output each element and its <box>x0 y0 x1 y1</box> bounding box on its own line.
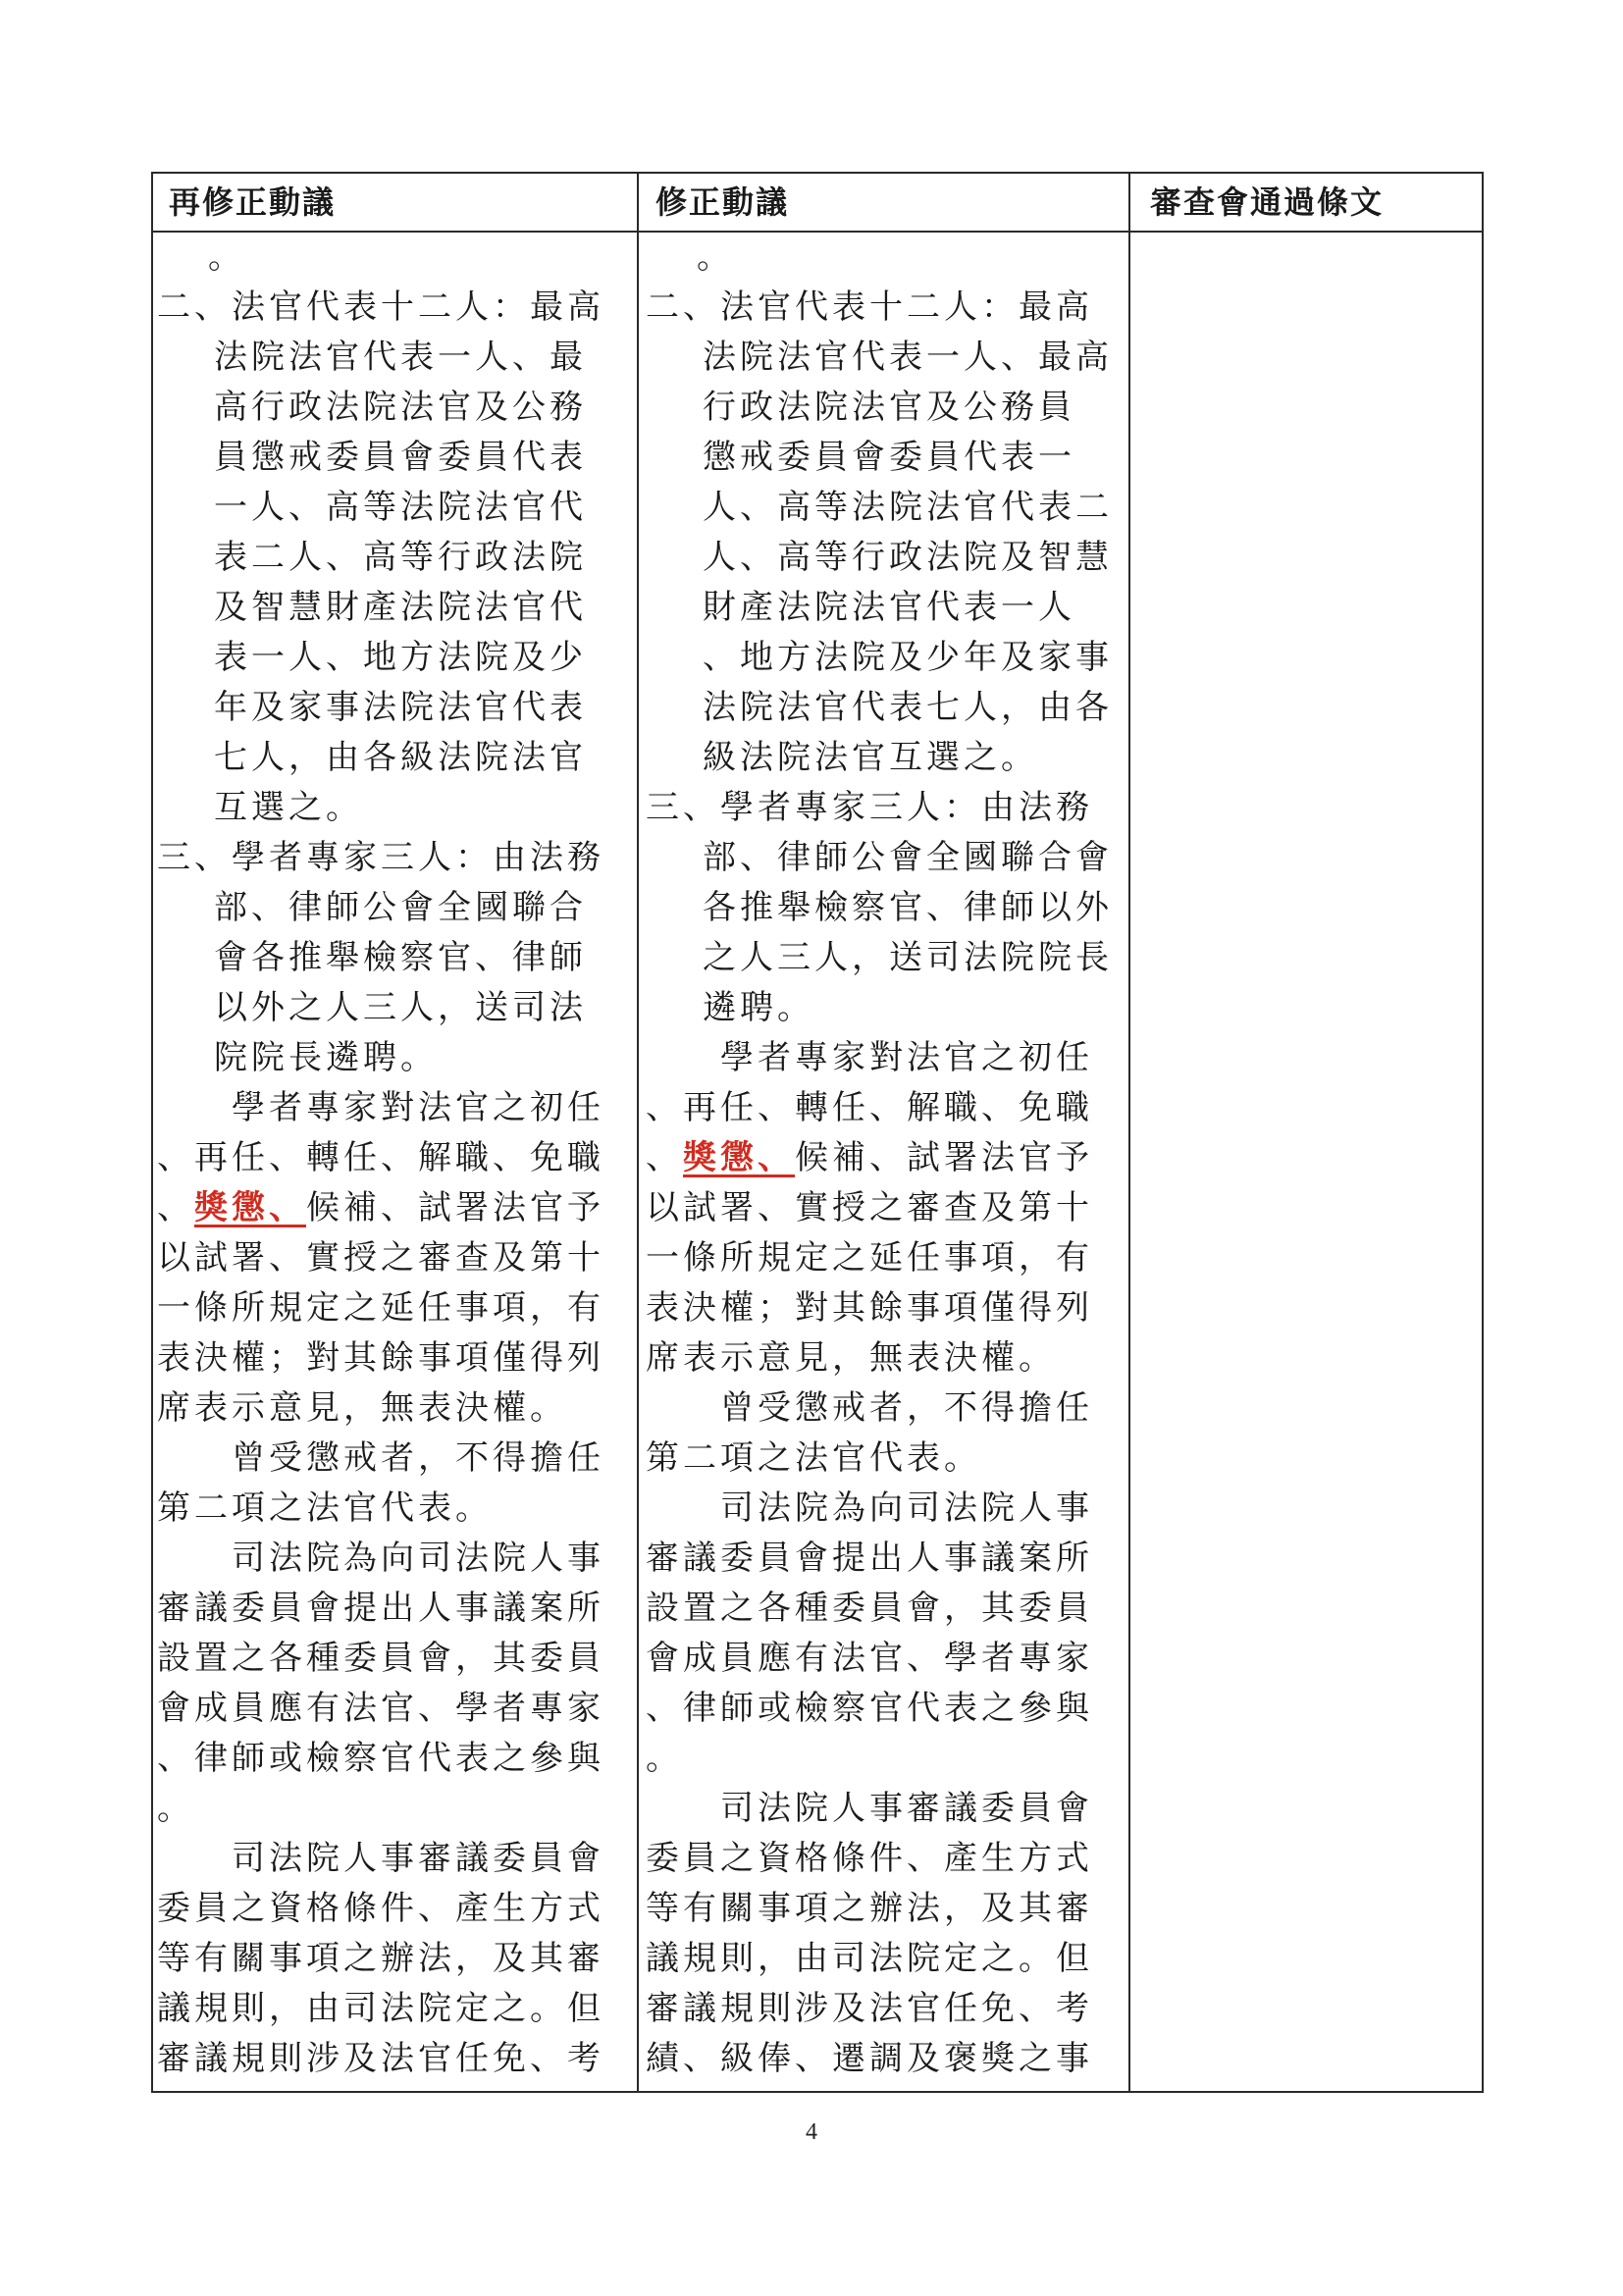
text-line: 以試署、實授之審查及第十 <box>157 1238 604 1278</box>
text-line: 院院長遴聘。 <box>214 1038 438 1077</box>
text-line: 、再任、轉任、解職、免職 <box>646 1088 1093 1127</box>
column-revision-motion <box>646 233 1126 2091</box>
highlighted-amendment: 獎懲、 <box>683 1138 795 1177</box>
text-line: 一人、高等法院法官代 <box>214 488 587 527</box>
text-line: 審議規則涉及法官任免、考 <box>157 2039 604 2078</box>
header-committee-approved-text: 審查會通過條文 <box>1150 183 1385 221</box>
text-line: 員懲戒委員會委員代表 <box>214 438 587 477</box>
text-line: 、律師或檢察官代表之參與 <box>646 1689 1093 1728</box>
text-line: 議規則，由司法院定之。但 <box>646 1939 1093 1978</box>
text-line: 人、高等法院法官代表二 <box>703 488 1113 527</box>
text-line: 曾受懲戒者，不得擔任 <box>232 1438 604 1478</box>
text-line: 表二人、高等行政法院 <box>214 538 587 577</box>
text-line: 法院法官代表七人，由各 <box>703 688 1113 727</box>
text-line: 設置之各種委員會，其委員 <box>157 1639 604 1678</box>
text-line: 司法院為向司法院人事 <box>232 1539 604 1578</box>
text-line: 互選之。 <box>214 788 363 827</box>
text-line: 表決權；對其餘事項僅得列 <box>157 1338 604 1378</box>
text-line: 會各推舉檢察官、律師 <box>214 938 587 977</box>
text-line: 表一人、地方法院及少 <box>214 638 587 677</box>
text-line: 以試署、實授之審查及第十 <box>646 1188 1093 1227</box>
column-committee-approved-text <box>1134 233 1480 2091</box>
text-line: 。 <box>697 237 734 277</box>
text-line: 會成員應有法官、學者專家 <box>157 1689 604 1728</box>
text-line: 等有關事項之辦法，及其審 <box>157 1939 604 1978</box>
text-line: 學者專家對法官之初任 <box>232 1088 604 1127</box>
text-line: 法院法官代表一人、最 <box>214 338 587 377</box>
line-prefix: 、 <box>157 1188 194 1227</box>
text-line: 各推舉檢察官、律師以外 <box>703 888 1113 927</box>
text-line: 審議規則涉及法官任免、考 <box>646 1989 1093 2028</box>
text-line: 、再任、轉任、解職、免職 <box>157 1138 604 1177</box>
line-suffix: 候補、試署法官予 <box>306 1188 604 1227</box>
text-line: 設置之各種委員會，其委員 <box>646 1589 1093 1628</box>
text-line: 、律師或檢察官代表之參與 <box>157 1739 604 1778</box>
text-line: 委員之資格條件、產生方式 <box>157 1889 604 1928</box>
column-divider-1 <box>637 174 639 2091</box>
text-line: 第二項之法官代表。 <box>646 1438 981 1478</box>
text-line: 年及家事法院法官代表 <box>214 688 587 727</box>
text-line: 遴聘。 <box>703 988 814 1027</box>
text-line: 七人，由各級法院法官 <box>214 738 587 777</box>
text-line: 法院法官代表一人、最高 <box>703 338 1113 377</box>
table-header-row <box>153 174 1482 233</box>
text-line: 。 <box>157 1789 194 1828</box>
text-line: 席表示意見，無表決權。 <box>157 1388 567 1428</box>
text-line: 部、律師公會全國聯合會 <box>703 838 1113 877</box>
text-line: 一條所規定之延任事項，有 <box>646 1238 1093 1278</box>
text-line: 學者專家對法官之初任 <box>720 1038 1093 1077</box>
text-line: 議規則，由司法院定之。但 <box>157 1989 604 2028</box>
text-line: 以外之人三人，送司法 <box>214 988 587 1027</box>
text-line: 之人三人，送司法院院長 <box>703 938 1113 977</box>
text-line: 第二項之法官代表。 <box>157 1488 493 1528</box>
text-line: 部、律師公會全國聯合 <box>214 888 587 927</box>
text-line: 級法院法官互選之。 <box>703 738 1038 777</box>
text-line: 會成員應有法官、學者專家 <box>646 1639 1093 1678</box>
text-line: 審議委員會提出人事議案所 <box>157 1589 604 1628</box>
line-suffix: 候補、試署法官予 <box>795 1138 1093 1177</box>
comparison-table <box>151 172 1484 2093</box>
text-line: 委員之資格條件、產生方式 <box>646 1839 1093 1878</box>
page-number: 4 <box>806 2119 817 2145</box>
column-rerevision-motion <box>157 233 634 2091</box>
text-line: 財產法院法官代表一人 <box>703 588 1075 627</box>
text-line: 三、學者專家三人：由法務 <box>646 788 1093 827</box>
text-line: 司法院為向司法院人事 <box>720 1488 1093 1528</box>
text-line: 表決權；對其餘事項僅得列 <box>646 1288 1093 1328</box>
text-line: 席表示意見，無表決權。 <box>646 1338 1056 1378</box>
text-line: 行政法院法官及公務員 <box>703 388 1075 427</box>
text-line: 人、高等行政法院及智慧 <box>703 538 1113 577</box>
column-divider-2 <box>1128 174 1130 2091</box>
text-line: 、地方法院及少年及家事 <box>703 638 1113 677</box>
text-line: 二、法官代表十二人：最高 <box>157 287 604 327</box>
text-line <box>157 1183 634 1233</box>
text-line: 。 <box>646 1739 683 1778</box>
text-line <box>646 1133 1126 1183</box>
highlighted-amendment: 獎懲、 <box>194 1188 306 1227</box>
header-revision-motion: 修正動議 <box>655 183 790 221</box>
header-rerevision-motion: 再修正動議 <box>169 183 337 221</box>
text-line: 曾受懲戒者，不得擔任 <box>720 1388 1093 1428</box>
text-line: 一條所規定之延任事項，有 <box>157 1288 604 1328</box>
text-line: 司法院人事審議委員會 <box>232 1839 604 1878</box>
text-line: 三、學者專家三人：由法務 <box>157 838 604 877</box>
text-line: 司法院人事審議委員會 <box>720 1789 1093 1828</box>
text-line: 審議委員會提出人事議案所 <box>646 1539 1093 1578</box>
text-line: 及智慧財產法院法官代 <box>214 588 587 627</box>
text-line: 績、級俸、遷調及褒獎之事 <box>646 2039 1093 2078</box>
text-line: 懲戒委員會委員代表一 <box>703 438 1075 477</box>
line-prefix: 、 <box>646 1138 683 1177</box>
text-line: 高行政法院法官及公務 <box>214 388 587 427</box>
text-line: 等有關事項之辦法，及其審 <box>646 1889 1093 1928</box>
text-line: 二、法官代表十二人：最高 <box>646 287 1093 327</box>
text-line: 。 <box>208 237 245 277</box>
